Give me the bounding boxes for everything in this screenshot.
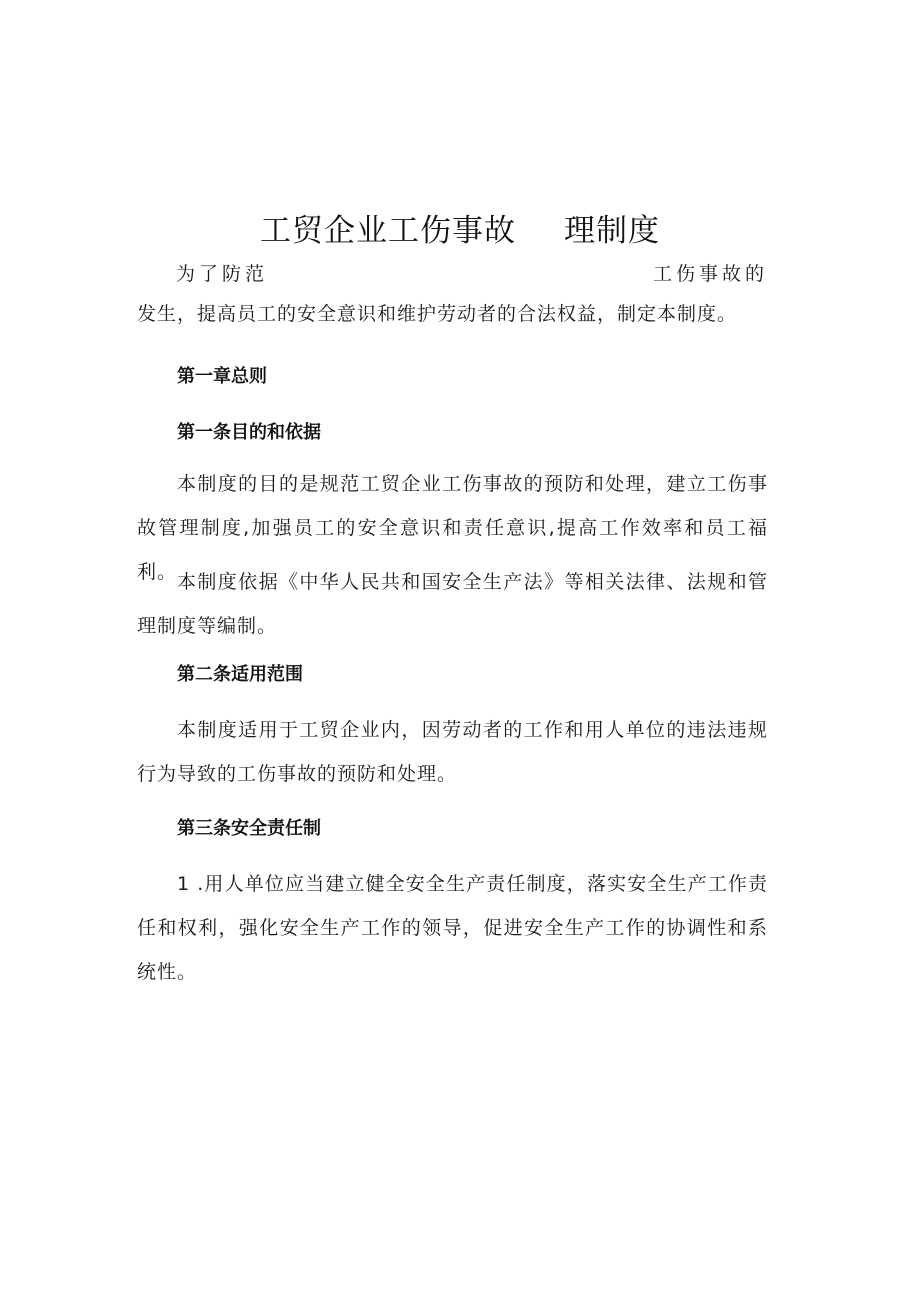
article-1-paragraph-2: 本制度依据《中华人民共和国安全生产法》等相关法律、法规和管理制度等编制。 [137, 571, 768, 637]
article-2-heading: 第二条适用范围 [177, 664, 303, 685]
article-2-paragraph-1: 本制度适用于工贸企业内，因劳动者的工作和用人单位的违法违规行为导致的工伤事故的预防和处理。 [137, 719, 768, 785]
article-3-paragraph-1: 1 .用人单位应当建立健全安全生产责任制度，落实安全生产工作责任和权利，强化安全生产工作的领导，促进安全生产工作的协调性和系统性。 [137, 873, 768, 983]
article-1-heading: 第一条目的和依据 [177, 422, 321, 443]
article-1-paragraph-1: 本制度的目的是规范工贸企业工伤事故的预防和处理，建立工伤事故管理制度,加强员工的安全意识和责任意识,提高工作效率和员工福利。 [137, 473, 768, 583]
intro-first-line [176, 256, 768, 292]
chapter-1-heading: 第一章总则 [177, 366, 267, 387]
title-part-1: 工贸企业工伤事故 [260, 213, 516, 249]
intro-right-text: 工伤事故的 [652, 263, 768, 285]
document-title [0, 206, 920, 256]
article-3-heading: 第三条安全责任制 [177, 818, 321, 839]
intro-left-text: 为了防范 [176, 263, 269, 285]
title-part-2: 理制度 [564, 213, 660, 249]
intro-paragraph-continuation: 发生，提高员工的安全意识和维护劳动者的合法权益，制定本制度。 [137, 303, 738, 325]
